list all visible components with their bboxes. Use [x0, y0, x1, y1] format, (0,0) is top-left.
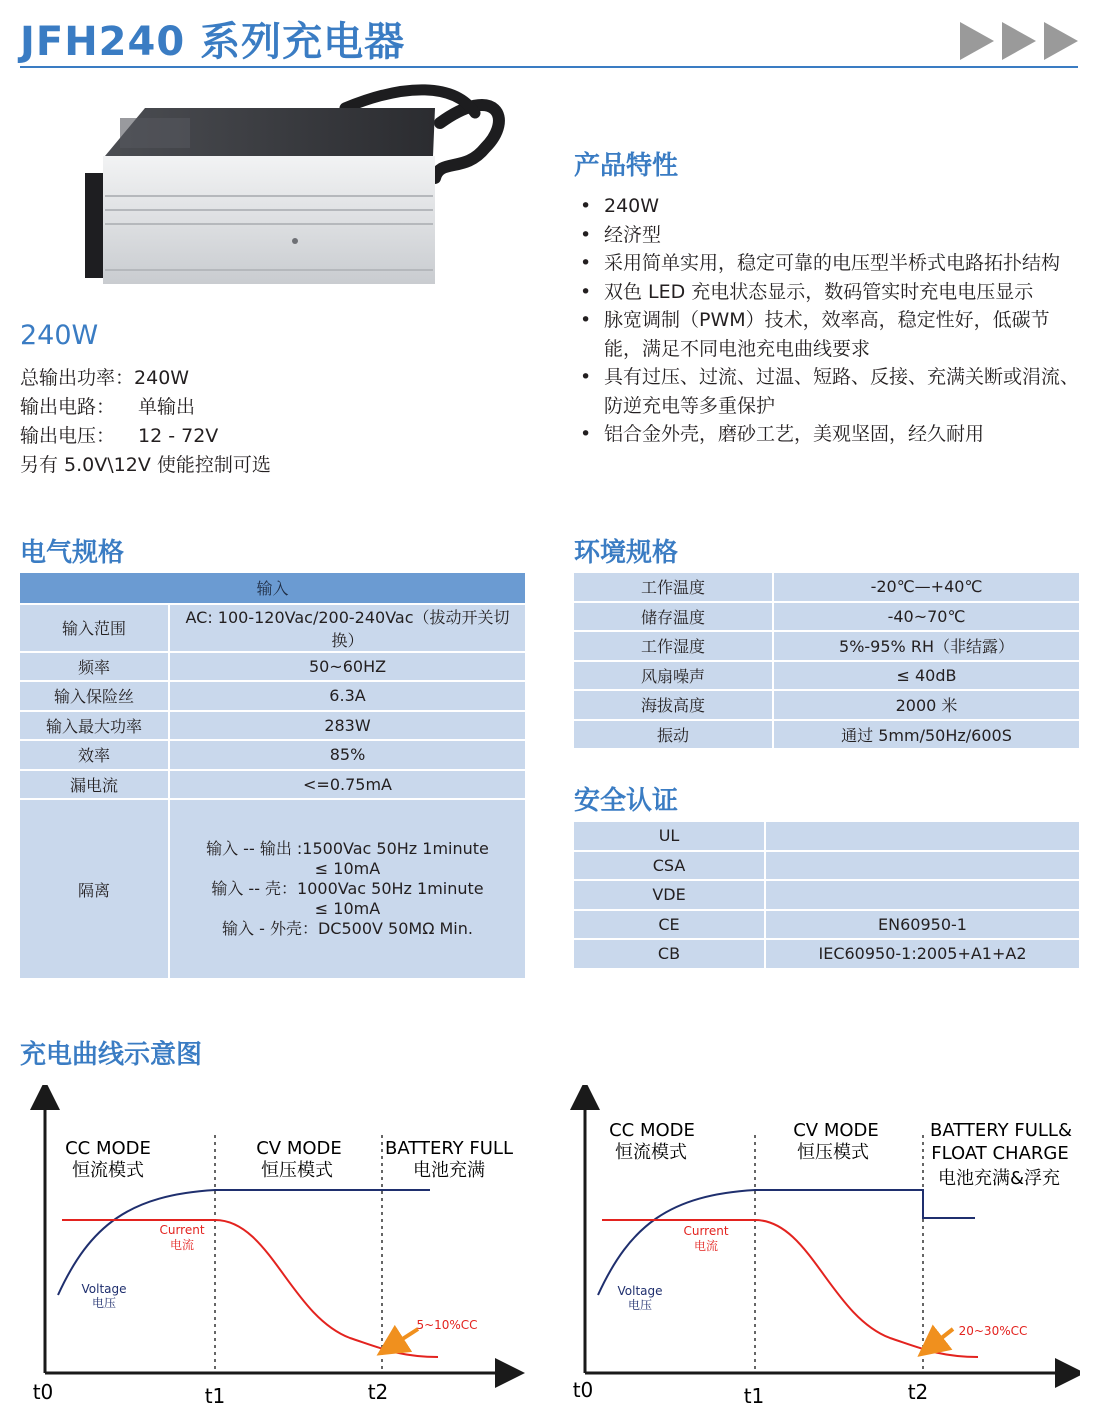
row-value: -20℃—+40℃: [774, 573, 1079, 601]
end-pointer-arrow: [930, 1329, 953, 1347]
current-cn-label: 电流: [693, 1239, 719, 1253]
row-key: 输入保险丝: [20, 682, 170, 710]
end-pointer-arrow: [390, 1329, 418, 1347]
voltage-curve: [58, 1190, 430, 1295]
t1-label: t1: [743, 1384, 765, 1408]
electrical-heading: 电气规格: [20, 538, 125, 568]
t2-label: t2: [907, 1380, 929, 1404]
table-row: [574, 662, 1079, 690]
t0-label: t0: [32, 1380, 54, 1404]
charging-curve-left: [20, 1085, 540, 1415]
row-key: CB: [574, 940, 766, 968]
table-row: [20, 712, 525, 740]
feature-item: • 脉宽调制（PWM）技术，效率高，稳定性好，低碳节能，满足不同电池充电曲线要求: [578, 306, 1083, 363]
row-key: 输入最大功率: [20, 712, 170, 740]
cc-mode-label: CC MODE: [609, 1120, 695, 1141]
table-row: [20, 682, 525, 710]
current-cn-label: 电流: [169, 1238, 195, 1252]
table-row: [574, 573, 1079, 601]
row-key: 海拔高度: [574, 691, 774, 719]
cc-mode-cn-label: 恒流模式: [615, 1142, 687, 1163]
row-key: 振动: [574, 721, 774, 749]
row-value: -40~70℃: [774, 603, 1079, 631]
row-key: CE: [574, 911, 766, 939]
title-rule: [20, 66, 1078, 68]
row-key: 效率: [20, 741, 170, 769]
table-row: [574, 603, 1079, 631]
voltage-cn-label: 电压: [627, 1298, 653, 1312]
row-value: [766, 852, 1079, 880]
feature-item: • 具有过压、过流、过温、短路、反接、充满关断或涓流、防逆充电等多重保护: [578, 363, 1083, 420]
spec-output-voltage: 输出电压： 12 - 72V: [20, 425, 219, 447]
float-charge-label: FLOAT CHARGE: [931, 1143, 1069, 1164]
power-heading: 240W: [20, 320, 99, 351]
row-value: 283W: [170, 712, 525, 740]
feature-item: • 双色 LED 充电状态显示，数码管实时充电电压显示: [578, 278, 1083, 307]
row-value: AC: 100-120Vac/200-240Vac（拔动开关切换）: [170, 605, 525, 651]
certification-table: [574, 820, 1079, 970]
row-value: <=0.75mA: [170, 771, 525, 799]
triangle-arrows-icon: [960, 22, 1078, 60]
voltage-curve: [598, 1190, 975, 1295]
environment-heading: 环境规格: [574, 538, 679, 568]
table-row: [20, 771, 525, 799]
row-key: 风扇噪声: [574, 662, 774, 690]
table-row: [574, 940, 1079, 968]
row-key: CSA: [574, 852, 766, 880]
end-current-label: 20~30%CC: [958, 1324, 1028, 1338]
voltage-cn-label: 电压: [91, 1296, 117, 1310]
row-key: 储存温度: [574, 603, 774, 631]
row-value: [766, 881, 1079, 909]
table-row: [20, 653, 525, 681]
end-current-label: 5~10%CC: [416, 1318, 478, 1332]
table-row: [20, 800, 525, 978]
current-label: Current: [159, 1223, 205, 1237]
t2-label: t2: [367, 1380, 389, 1404]
row-value: [766, 822, 1079, 850]
row-key: 漏电流: [20, 771, 170, 799]
row-value: 6.3A: [170, 682, 525, 710]
row-key: 隔离: [20, 800, 170, 978]
spec-total-power: 总输出功率：240W: [20, 367, 190, 389]
input-group-header: 输入: [20, 573, 525, 603]
table-row: [20, 741, 525, 769]
table-row: [574, 721, 1079, 749]
row-value: IEC60950-1:2005+A1+A2: [766, 940, 1079, 968]
row-value: 通过 5mm/50Hz/600S: [774, 721, 1079, 749]
table-row: [574, 691, 1079, 719]
cv-mode-label: CV MODE: [793, 1120, 879, 1141]
row-key: 工作湿度: [574, 632, 774, 660]
battery-full-label: BATTERY FULL&: [929, 1120, 1073, 1141]
row-value: ≤ 40dB: [774, 662, 1079, 690]
battery-full-label: BATTERY FULL: [385, 1138, 513, 1159]
table-row: [20, 605, 525, 651]
spec-output-circuit: 输出电路： 单输出: [20, 396, 196, 418]
feature-list: [578, 192, 1083, 449]
row-value: EN60950-1: [766, 911, 1079, 939]
row-key: 工作温度: [574, 573, 774, 601]
row-key: 频率: [20, 653, 170, 681]
spec-enable-option: 另有 5.0V\12V 使能控制可选: [20, 454, 271, 476]
voltage-label: Voltage: [617, 1284, 663, 1298]
page-title: JFH240 系列充电器: [20, 19, 406, 65]
table-row: [574, 881, 1079, 909]
feature-item: • 铝合金外壳，磨砂工艺，美观坚固，经久耐用: [578, 420, 1083, 449]
feature-item: • 240W: [578, 192, 1083, 221]
table-row: [574, 632, 1079, 660]
isolation-value: 输入 -- 输出 :1500Vac 50Hz 1minute ≤ 10mA 输入 -- 壳：1000Vac 50Hz 1minute ≤ 10mA 输入 - 外壳：DC500V 50MΩ Min.: [170, 800, 525, 978]
curves-heading: 充电曲线示意图: [20, 1040, 203, 1070]
voltage-label: Voltage: [81, 1282, 127, 1296]
environment-spec-table: [574, 571, 1079, 750]
features-heading: 产品特性: [574, 151, 679, 181]
charger-image: [45, 78, 505, 298]
certification-heading: 安全认证: [574, 786, 679, 816]
table-row: [20, 573, 525, 603]
feature-item: • 经济型: [578, 221, 1083, 250]
electrical-spec-table: [20, 571, 525, 980]
battery-full-cn-label: 电池充满&浮充: [937, 1168, 1061, 1189]
row-value: 85%: [170, 741, 525, 769]
table-row: [574, 911, 1079, 939]
t1-label: t1: [204, 1384, 226, 1408]
cv-mode-cn-label: 恒压模式: [261, 1160, 333, 1181]
cc-mode-cn-label: 恒流模式: [72, 1160, 144, 1181]
t0-label: t0: [572, 1378, 594, 1402]
cc-mode-label: CC MODE: [65, 1138, 151, 1159]
output-spec-list: [20, 364, 271, 480]
cv-mode-cn-label: 恒压模式: [797, 1142, 869, 1163]
feature-item: • 采用简单实用，稳定可靠的电压型半桥式电路拓扑结构: [578, 249, 1083, 278]
row-key: 输入范围: [20, 605, 170, 651]
row-value: 2000 米: [774, 691, 1079, 719]
row-key: VDE: [574, 881, 766, 909]
table-row: [574, 822, 1079, 850]
battery-full-cn-label: 电池充满: [413, 1160, 485, 1181]
current-label: Current: [683, 1224, 729, 1238]
row-value: 5%-95% RH（非结露）: [774, 632, 1079, 660]
charging-curve-right: [560, 1085, 1080, 1415]
table-row: [574, 852, 1079, 880]
row-value: 50~60HZ: [170, 653, 525, 681]
row-key: UL: [574, 822, 766, 850]
cv-mode-label: CV MODE: [256, 1138, 342, 1159]
